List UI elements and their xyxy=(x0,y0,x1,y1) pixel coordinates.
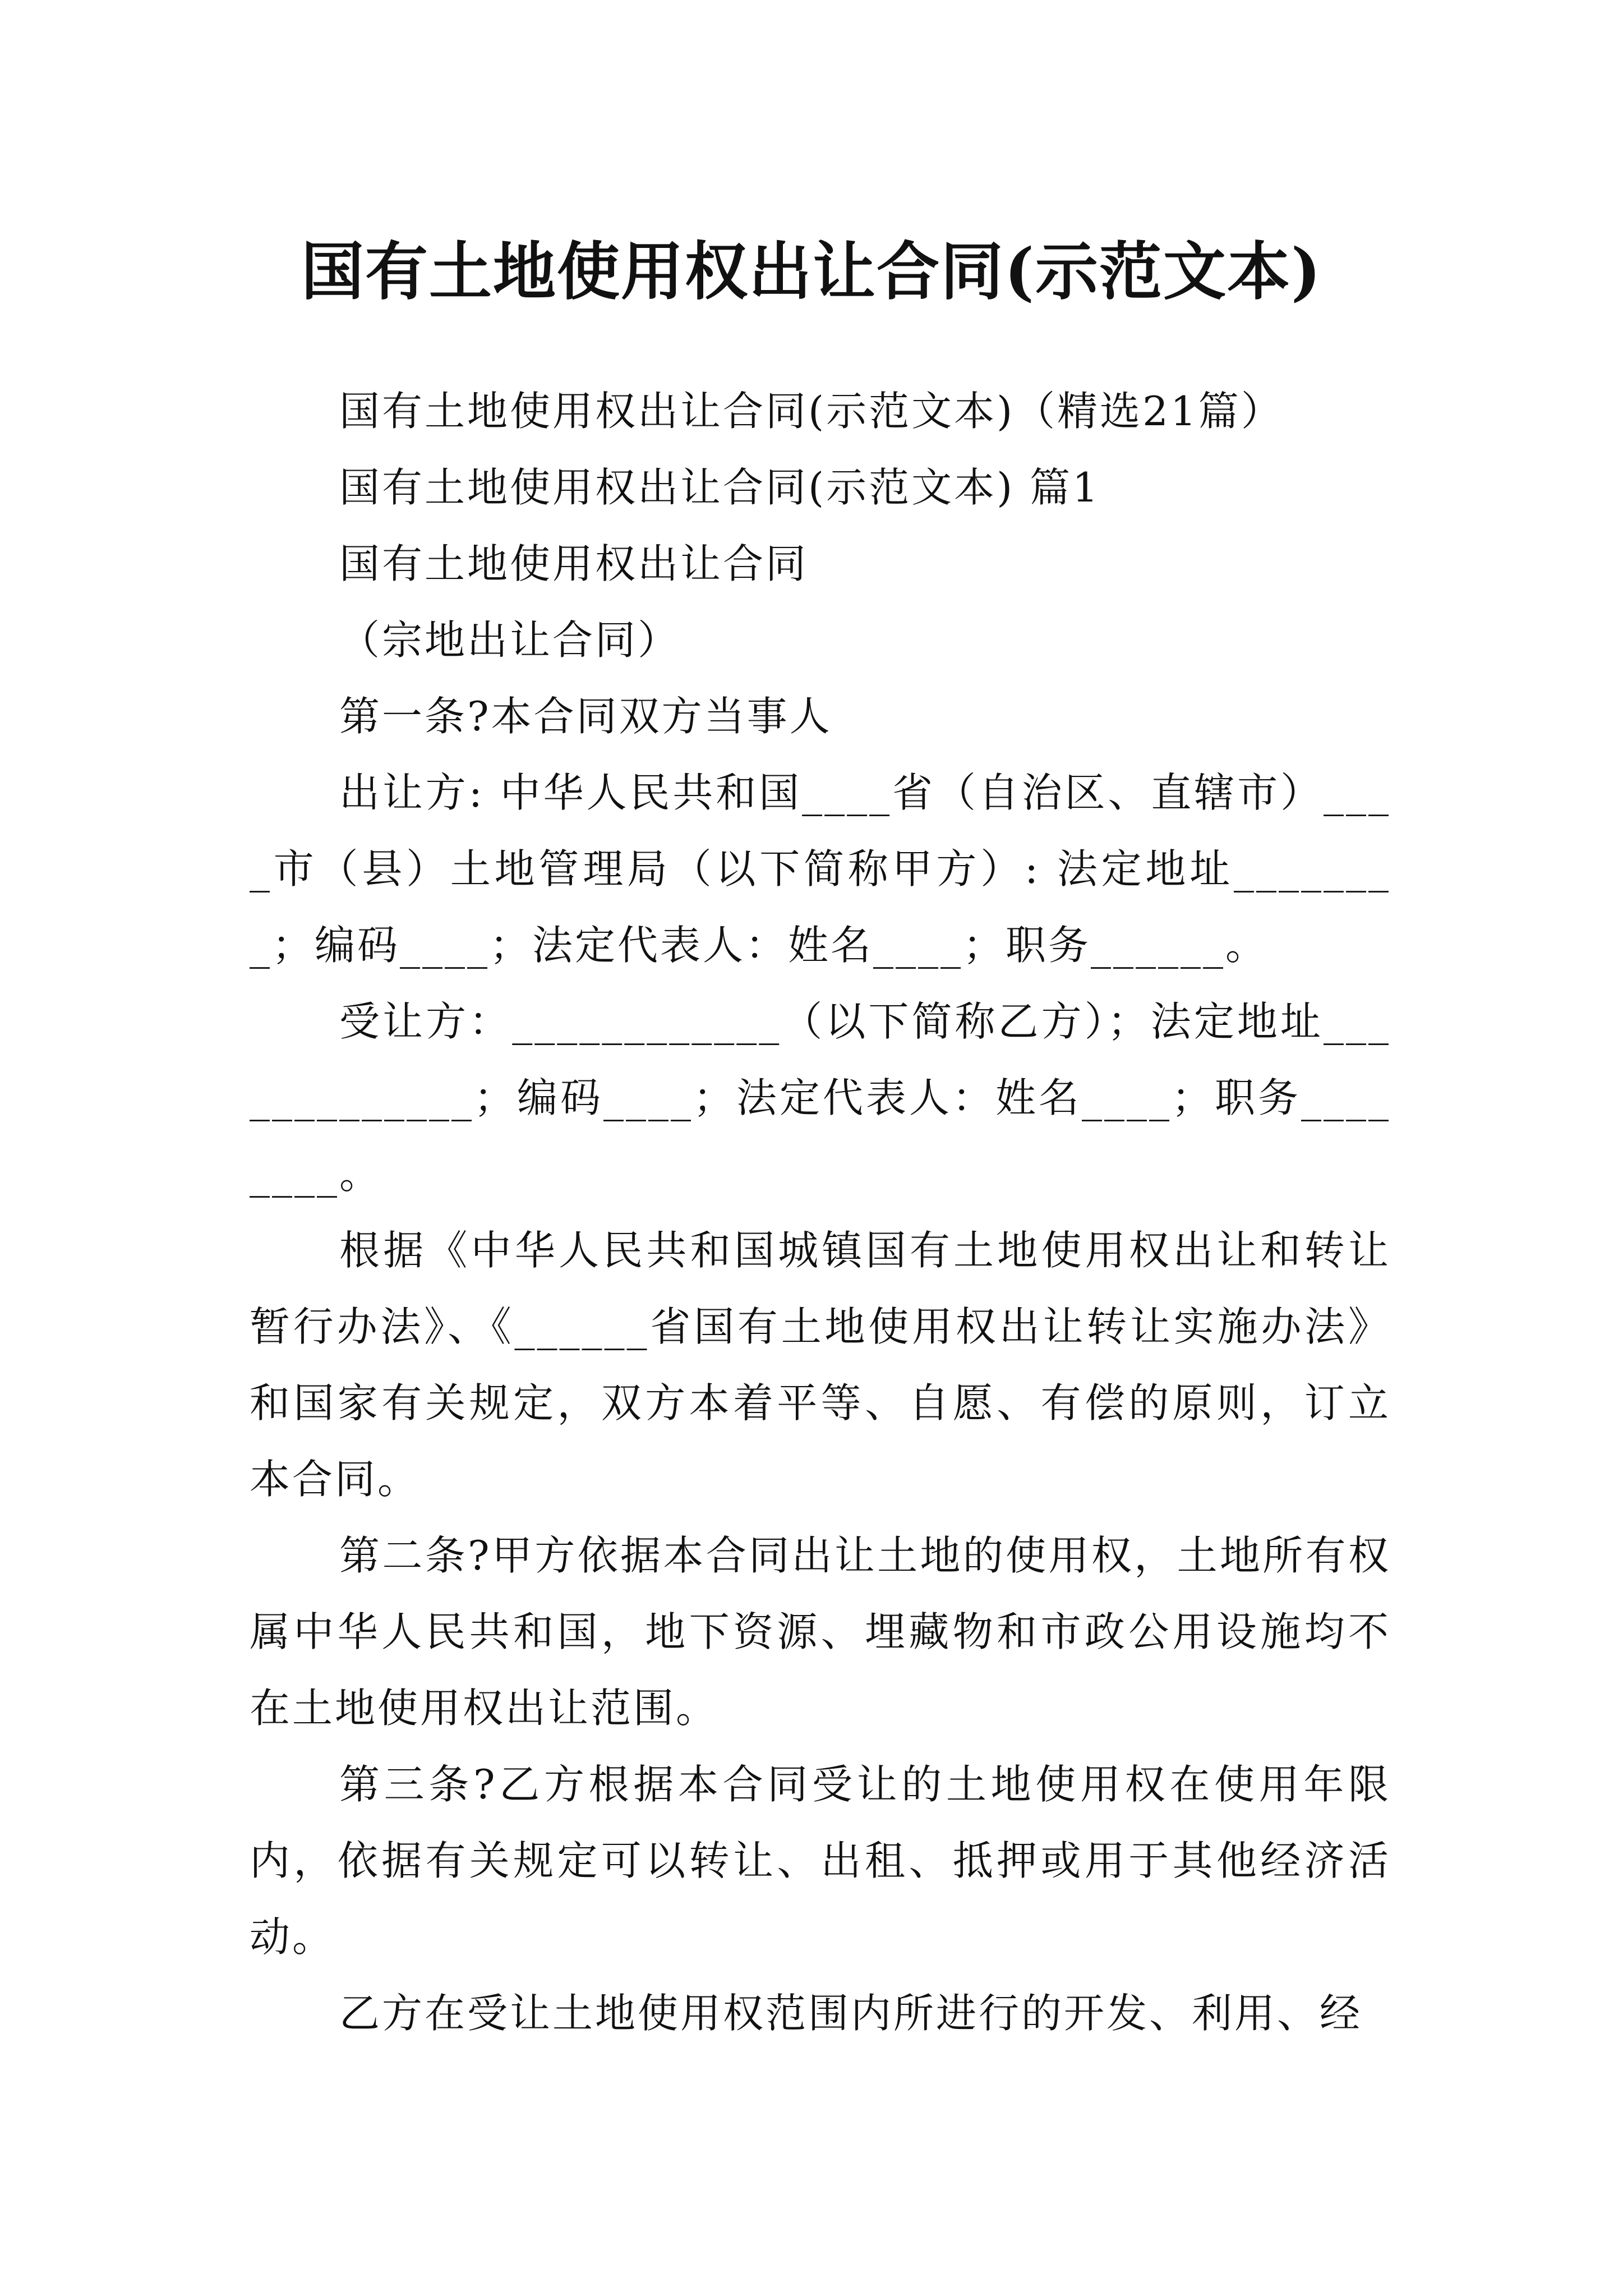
paragraph-development-scope: 乙方在受让土地使用权范围内所进行的开发、利用、经 xyxy=(339,1990,1363,2037)
paragraph-contract-name: 国有土地使用权出让合同 xyxy=(339,540,809,587)
paragraph-grantee-info: 受让方：____________（以下简称乙方）；法定地址_____________；编码____；法定代表人：姓名____；职务________。 xyxy=(250,998,1391,1198)
document-title: 国有土地使用权出让合同(示范文本) xyxy=(301,235,1322,309)
paragraph-collection-heading: 国有土地使用权出让合同(示范文本)（精选21篇） xyxy=(339,388,1284,435)
paragraph-legal-basis: 根据《中华人民共和国城镇国有土地使用权出让和转让暂行办法》、《______省国有土地使用权出让转让实施办法》和国家有关规定，双方本着平等、自愿、有偿的原则，订立本合同。 xyxy=(250,1227,1391,1503)
paragraph-article-2: 第二条?甲方依据本合同出让土地的使用权，土地所有权属中华人民共和国，地下资源、埋藏物和市政公用设施均不在土地使用权出让范围。 xyxy=(250,1532,1391,1732)
paragraph-article-1-heading: 第一条?本合同双方当事人 xyxy=(339,693,832,740)
paragraph-grantor-info: 出让方: 中华人民共和国____省（自治区、直辖市）____市（县）土地管理局（以下简称甲方）: 法定地址________；编码____；法定代表人：姓名____；职务______。 xyxy=(250,769,1391,969)
paragraph-part-heading: 国有土地使用权出让合同(示范文本) 篇1 xyxy=(339,464,1100,511)
paragraph-contract-type: （宗地出让合同） xyxy=(339,616,681,664)
paragraph-article-3: 第三条?乙方根据本合同受让的土地使用权在使用年限内，依据有关规定可以转让、出租、抵押或用于其他经济活动。 xyxy=(250,1761,1391,1961)
document-body xyxy=(250,373,1391,2051)
